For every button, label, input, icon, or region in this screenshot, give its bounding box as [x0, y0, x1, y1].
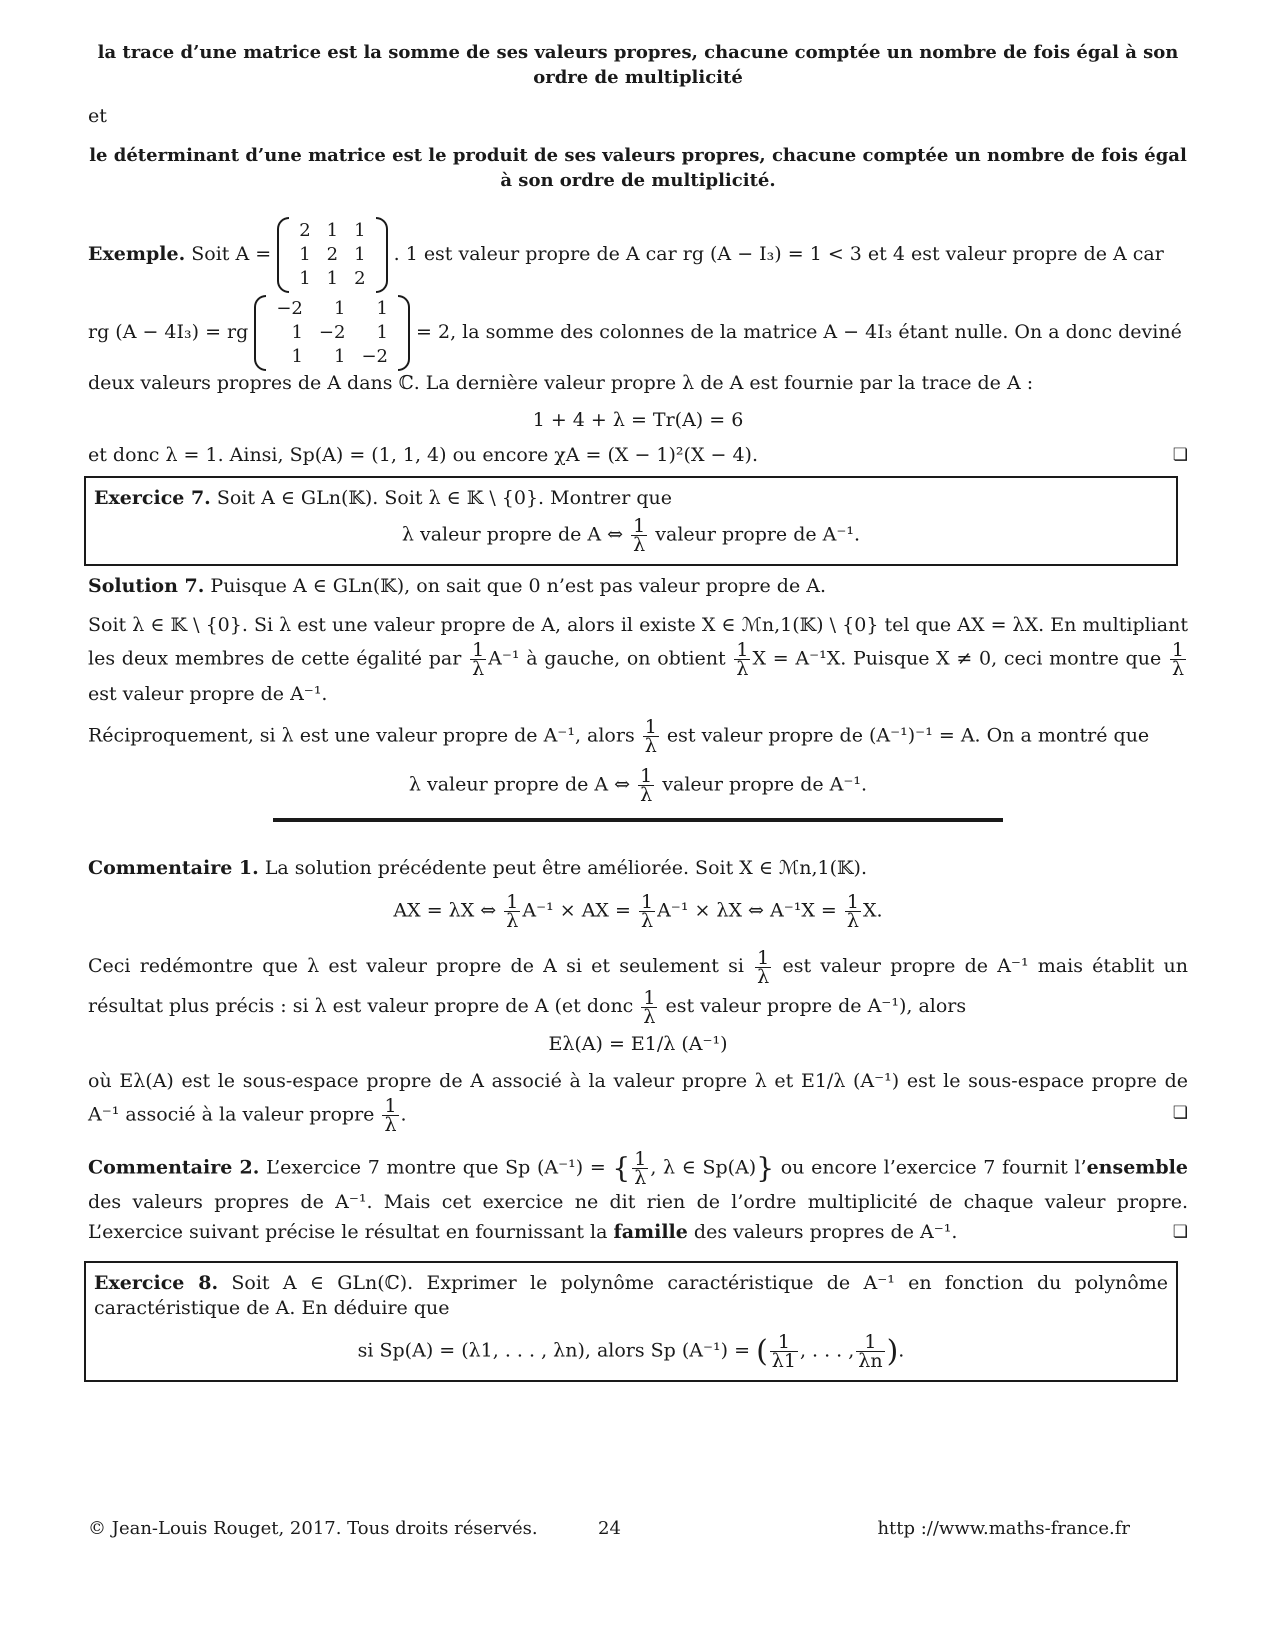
comment1-p1c: est valeur propre de A⁻¹), alors	[665, 995, 967, 1017]
exercise7-box	[84, 476, 1178, 566]
qed-icon: ❏	[1172, 1222, 1188, 1242]
solution7-block	[88, 574, 1188, 804]
example-rank-suffix: = 2, la somme des colonnes de la matrice A − 4I₃ étant nulle. On a donc deviné	[416, 321, 1182, 343]
exercise7-eq-right: valeur propre de A⁻¹.	[655, 523, 861, 546]
document-page	[88, 40, 1188, 1382]
example-intro: Soit A =	[191, 243, 272, 265]
fraction: $\frac{1}{\lambda n}$	[858, 1331, 883, 1372]
fraction: $\frac{1}{\lambda}$	[1171, 639, 1185, 680]
comment1-p1b: est valeur propre de A⁻¹ mais établit un résultat plus précis : si λ est valeur propre de A (et donc	[88, 955, 1189, 1017]
matrix-a: 2 1 1 1 2 1 1 1 2	[277, 217, 387, 293]
comment2-p1b: ou encore l’exercice 7 fournit l’	[780, 1156, 1087, 1179]
comment1-p1a: Ceci redémontre que λ est valeur propre de A si et seulement si	[88, 955, 744, 977]
solution7-p3b: est valeur propre de (A⁻¹)⁻¹ = A. On a montré que	[666, 724, 1150, 747]
solution7-label: Solution 7.	[88, 575, 205, 597]
fraction: $\frac{1}{\lambda}$	[643, 986, 656, 1028]
exercise8-label: Exercice 8.	[94, 1272, 219, 1294]
comment2-p1a: L’exercice 7 montre que Sp (A⁻¹) =	[266, 1156, 606, 1179]
comment2-famille: famille	[613, 1221, 688, 1243]
solution7-eq-left: λ valeur propre de A ⇔	[408, 773, 631, 796]
solution7-p2a: Soit λ ∈ 𝕂 \ {0}. Si λ est une valeur propre de A, alors il existe X ∈ ℳn,1(𝕂) \ {0} tel que AX = λX. En multipliant les deux membres de cette égalité par	[88, 614, 1188, 670]
qed-icon: ❏	[1172, 1103, 1188, 1123]
comment1-intro: La solution précédente peut être améliorée. Soit X ∈ ℳn,1(𝕂).	[264, 857, 867, 879]
solution7-p3a: Réciproquement, si λ est une valeur propre de A⁻¹, alors	[88, 724, 635, 747]
example-block	[88, 217, 1188, 468]
comment1-eq-d: X.	[863, 899, 883, 922]
fraction: $\frac{1}{\lambda}$	[633, 515, 646, 556]
comment1-block	[88, 856, 1188, 1134]
connector-et: et	[88, 105, 107, 127]
fraction: $\frac{1}{\lambda}$	[640, 891, 654, 932]
fraction: $\frac{1}{\lambda}$	[384, 1095, 397, 1136]
example-rank-prefix: rg (A − 4I₃) = rg	[88, 321, 249, 343]
footer-copyright: © Jean-Louis Rouget, 2017. Tous droits réservés.	[88, 1518, 538, 1539]
fraction: $\frac{1}{\lambda}$	[846, 891, 859, 932]
comment1-eq-b: A⁻¹ × AX =	[522, 899, 631, 922]
comment1-eq-e: Eλ(A) = E1/λ (A⁻¹)	[548, 1033, 728, 1055]
statement-trace: la trace d’une matrice est la somme de ses valeurs propres, chacune comptée un nombre de fois égal à son ordre de multiplicité	[97, 42, 1179, 88]
exercise8-box: Exercice 8. Soit A ∈ GLn(ℂ). Exprimer le polynôme caractéristique de A⁻¹ en fonction du polynôme caractéristique de A. En déduire que si Sp(A) = (λ1, . . . , λn), alors Sp (A⁻¹) = ( $\frac{1}{\lambda 1}$ , . . . , $\frac{1}{\lambda n}$ ).	[84, 1261, 1178, 1382]
example-equation: 1 + 4 + λ = Tr(A) = 6	[532, 409, 744, 431]
solution7-p2d: est valeur propre de A⁻¹.	[88, 683, 328, 705]
section-divider	[273, 818, 1003, 822]
qed-icon: ❏	[1172, 445, 1188, 465]
fraction: $\frac{1}{\lambda}$	[506, 891, 519, 932]
example-label: Exemple.	[88, 243, 186, 265]
matrix-b: −2 1 1 1 −2 1 1 1 −2	[254, 295, 410, 371]
statement-det: le déterminant d’une matrice est le produit de ses valeurs propres, chacune comptée un nombre de fois égal à son ordre de multiplicité.	[89, 145, 1187, 191]
exercise8-text: Soit A ∈ GLn(ℂ). Exprimer le polynôme caractéristique de A⁻¹ en fonction du polynôme caractéristique de A. En déduire que	[94, 1272, 1168, 1319]
comment2-p1d: des valeurs propres de A⁻¹.	[693, 1221, 958, 1243]
solution7-p2b: A⁻¹ à gauche, on obtient	[488, 647, 726, 670]
exercise7-label: Exercice 7.	[94, 487, 211, 509]
comment2-block: Commentaire 2. L’exercice 7 montre que Sp (A⁻¹) = { $\frac{1}{\lambda}$ , λ ∈ Sp(A)} ou encore l’exercice 7 fournit l’ensemble des valeurs propres de A⁻¹. Mais cet exercice ne dit rien de l’ordre multiplicité de chaque valeur propre. L’exercice suivant précise le résultat en fournissant la famille des valeurs propres de A⁻¹. ❏	[88, 1150, 1188, 1247]
exercise8-eq-mid: , . . . ,	[799, 1339, 855, 1362]
fraction: $\frac{1}{\lambda}$	[472, 639, 485, 680]
comment1-eq-c: A⁻¹ × λX ⇔ A⁻¹X =	[657, 899, 837, 922]
example-after-matrix: . 1 est valeur propre de A car rg (A − I₃) = 1 < 3 et 4 est valeur propre de A car	[393, 243, 1164, 265]
comment1-label: Commentaire 1.	[88, 857, 259, 879]
comment1-eq-a: AX = λX ⇔	[393, 899, 497, 922]
solution7-p2c: X = A⁻¹X. Puisque X ≠ 0, ceci montre que	[752, 647, 1162, 670]
comment1-p2b: .	[400, 1103, 407, 1126]
fraction: $\frac{1}{\lambda}$	[640, 765, 653, 806]
solution7-eq-right: valeur propre de A⁻¹.	[662, 773, 868, 796]
exercise7-eq-left: λ valeur propre de A ⇔	[401, 523, 624, 546]
comment2-p1c: des valeurs propres de A⁻¹. Mais cet exercice ne dit rien de l’ordre multiplicité de chaque valeur propre. L’exercice suivant précise le résultat en fournissant la	[88, 1191, 1188, 1243]
solution7-p1: Puisque A ∈ GLn(𝕂), on sait que 0 n’est pas valeur propre de A.	[210, 575, 826, 597]
comment2-set-inner: , λ ∈ Sp(A)	[650, 1156, 757, 1179]
fraction: $\frac{1}{\lambda}$	[736, 639, 749, 680]
exercise8-eq-a: si Sp(A) = (λ1, . . . , λn), alors Sp (A⁻¹) =	[357, 1339, 751, 1362]
footer-page-number: 24	[598, 1518, 621, 1539]
footer-url[interactable]: http ://www.maths-france.fr	[877, 1518, 1130, 1539]
exercise8-eq-end: .	[898, 1339, 905, 1362]
example-conclusion: et donc λ = 1. Ainsi, Sp(A) = (1, 1, 4) ou encore χA = (X − 1)²(X − 4).	[88, 444, 759, 466]
fraction: $\frac{1}{\lambda}$	[634, 1148, 647, 1189]
fraction: $\frac{1}{\lambda 1}$	[771, 1331, 796, 1372]
comment2-label: Commentaire 2.	[88, 1156, 260, 1179]
fraction: $\frac{1}{\lambda}$	[644, 716, 657, 757]
example-line3: deux valeurs propres de A dans ℂ. La dernière valeur propre λ de A est fournie par la trace de A :	[88, 372, 1034, 394]
exercise7-text: Soit A ∈ GLn(𝕂). Soit λ ∈ 𝕂 \ {0}. Montrer que	[216, 487, 672, 509]
fraction: $\frac{1}{\lambda}$	[757, 946, 770, 988]
comment1-p2a: où Eλ(A) est le sous-espace propre de A associé à la valeur propre λ et E1/λ (A⁻¹) est le sous-espace propre de A⁻¹ associé à la valeur propre	[88, 1070, 1188, 1126]
comment2-ensemble: ensemble	[1086, 1156, 1188, 1179]
